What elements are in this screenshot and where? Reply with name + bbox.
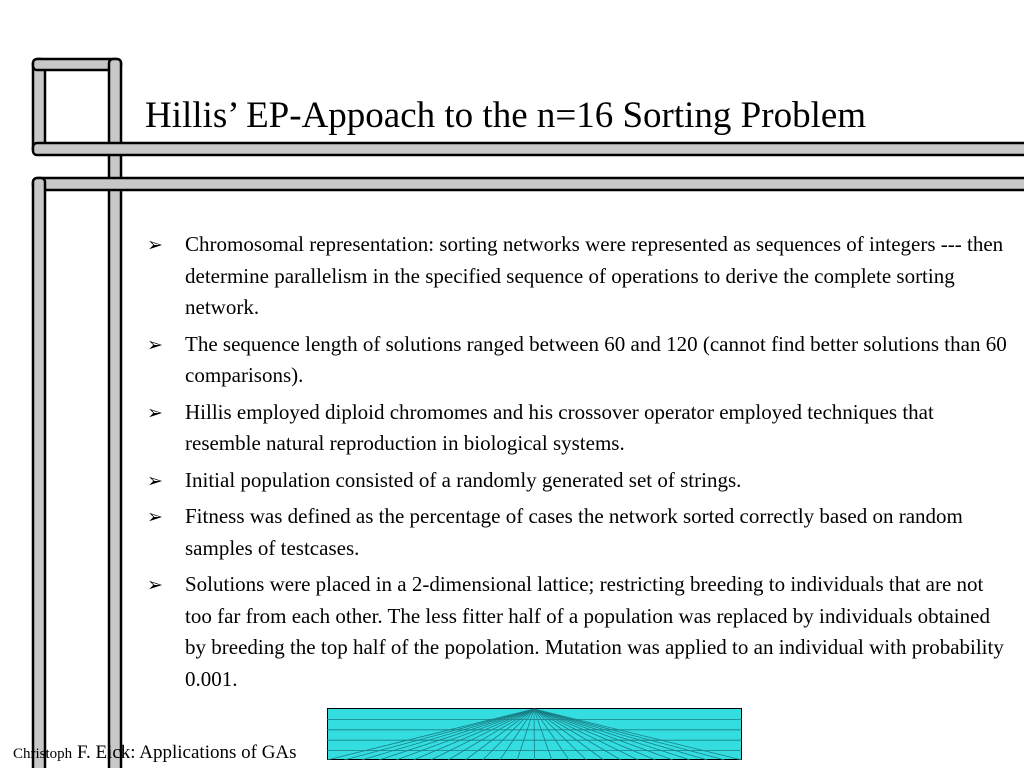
bullet-text: The sequence length of solutions ranged between 60 and 120 (cannot find better solutions than 60 comparisons). — [185, 331, 1007, 387]
bullet-item — [147, 329, 1009, 392]
arrowhead-bullet-icon: ➢ — [147, 506, 163, 528]
bullet-text: Hillis employed diploid chromomes and his crossover operator employed techniques that resemble natural reproduction in biological systems. — [185, 399, 934, 455]
arrowhead-bullet-icon: ➢ — [147, 574, 163, 596]
bullet-text: Solutions were placed in a 2-dimensional lattice; restricting breeding to individuals that are not too far from each other. The less fitter half of a population was replaced by individuals obtained by breeding the top half of the popolation. Mutation was applied to an individual with probability 0.001. — [185, 572, 1004, 691]
arrowhead-bullet-icon: ➢ — [147, 333, 163, 356]
bullet-text: Fitness was defined as the percentage of cases the network sorted correctly based on random samples of testcases. — [185, 504, 963, 560]
bullet-text: Chromosomal representation: sorting networks were represented as sequences of integers --- then determine parallelism in the specified sequence of operations to derive the complete sorting network. — [185, 232, 1004, 319]
sorting-network-graphic — [327, 708, 742, 760]
arrowhead-bullet-icon: ➢ — [147, 469, 163, 492]
arrowhead-bullet-icon: ➢ — [147, 401, 163, 424]
bullet-list — [147, 229, 1009, 700]
frame-top-left-vertical — [33, 59, 45, 154]
footer — [13, 742, 297, 764]
footer-author-rest: F. Eick: Applications of GAs — [72, 742, 297, 763]
footer-author-first: Christoph — [13, 746, 73, 762]
frame-title-underline — [33, 143, 1024, 155]
bullet-item — [147, 465, 1009, 497]
bullet-item — [147, 501, 1009, 564]
bullet-item — [147, 397, 1009, 460]
bullet-item — [147, 229, 1009, 324]
frame-content-left-vertical — [33, 178, 45, 768]
arrowhead-bullet-icon: ➢ — [147, 234, 163, 256]
bullet-item — [147, 569, 1009, 695]
frame-content-top-line — [33, 178, 1024, 190]
frame-left-vertical — [109, 59, 121, 768]
slide-title: Hillis’ EP-Appoach to the n=16 Sorting Problem — [145, 95, 867, 136]
graphic-line — [534, 709, 535, 760]
bullet-text: Initial population consisted of a randomly generated set of strings. — [185, 467, 742, 492]
